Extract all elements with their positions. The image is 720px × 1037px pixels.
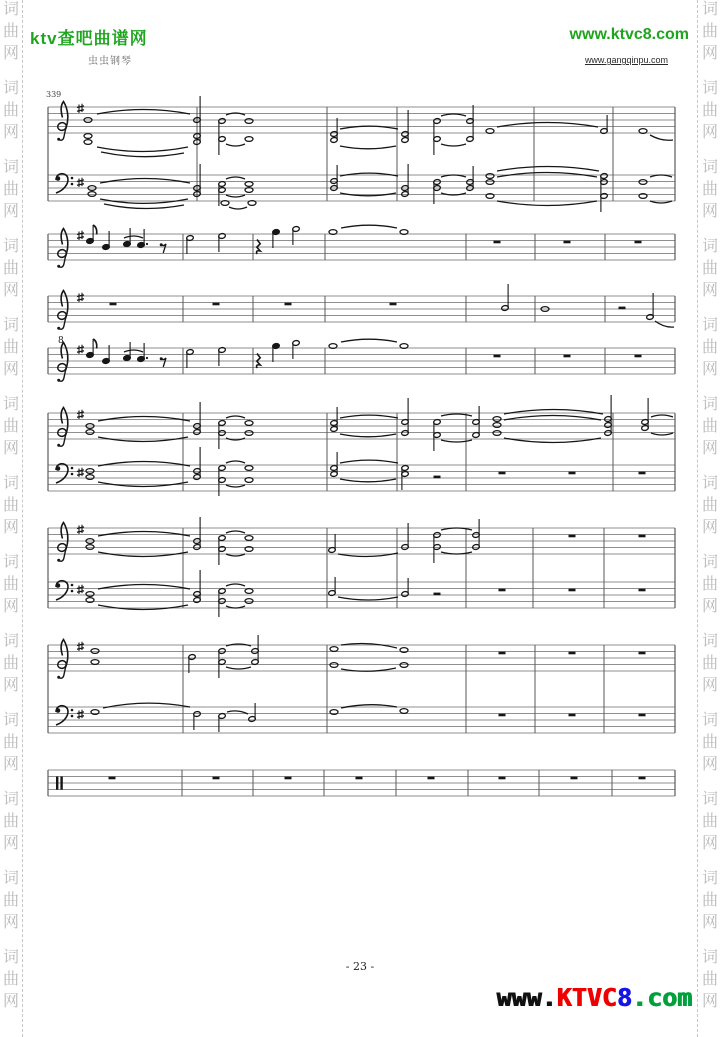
watermark-char: 词 [702, 236, 719, 255]
watermark-char: 网 [3, 438, 20, 457]
logo-segment: www. [496, 983, 557, 1012]
watermark-char: 网 [702, 596, 719, 615]
watermark-char: 曲 [702, 574, 719, 593]
watermark-char: 网 [702, 201, 719, 220]
watermark-char: 词 [702, 315, 719, 334]
watermark-char: 网 [3, 43, 20, 62]
watermark-char: 网 [3, 517, 20, 536]
watermark-char: 词 [3, 236, 20, 255]
page-number: - 23 - [345, 960, 375, 973]
watermark-char: 词 [3, 394, 20, 413]
watermark-char: 曲 [702, 21, 719, 40]
watermark-char: 曲 [3, 416, 20, 435]
watermark-char: 曲 [702, 495, 719, 514]
site-name-link[interactable]: ktv查吧曲谱网 [30, 29, 148, 48]
watermark-char: 网 [702, 280, 719, 299]
watermark-char: 曲 [3, 100, 20, 119]
watermark-char: 词 [3, 947, 20, 966]
watermark-char: 曲 [3, 337, 20, 356]
subtitle-right-link[interactable]: www.gangqinpu.com [584, 55, 668, 65]
footer-logo-link[interactable] [496, 983, 692, 1012]
watermark-char: 网 [702, 675, 719, 694]
subtitle-left-link[interactable]: 虫虫钢琴 [88, 56, 132, 67]
watermark-char: 曲 [702, 969, 719, 988]
watermark-char: 曲 [3, 21, 20, 40]
watermark-char: 曲 [3, 495, 20, 514]
watermark-char: 曲 [3, 969, 20, 988]
watermark-char: 网 [702, 359, 719, 378]
watermark-char: 网 [3, 912, 20, 931]
watermark-char: 曲 [3, 811, 20, 830]
watermark-char: 网 [3, 201, 20, 220]
measure-number: 339 [46, 90, 62, 99]
watermark-char: 网 [702, 833, 719, 852]
watermark-char: 词 [3, 473, 20, 492]
watermark-char: 词 [3, 0, 20, 18]
watermark-char: 网 [3, 675, 20, 694]
watermark-char: 网 [3, 359, 20, 378]
watermark-char: 词 [702, 78, 719, 97]
watermark-char: 网 [702, 991, 719, 1010]
watermark-char: 词 [702, 0, 719, 18]
watermark-char: 网 [3, 991, 20, 1010]
watermark-char: 曲 [702, 811, 719, 830]
logo-segment: .com [631, 983, 692, 1012]
watermark-char: 词 [3, 789, 20, 808]
watermark-char: 词 [3, 157, 20, 176]
watermark-char: 曲 [702, 179, 719, 198]
watermark-char: 词 [702, 868, 719, 887]
watermark-char: 词 [3, 868, 20, 887]
watermark-char: 词 [702, 789, 719, 808]
watermark-char: 曲 [702, 416, 719, 435]
watermark-char: 词 [702, 394, 719, 413]
watermark-char: 网 [702, 43, 719, 62]
watermark-char: 网 [702, 517, 719, 536]
watermark-char: 网 [702, 754, 719, 773]
watermark-char: 曲 [3, 890, 20, 909]
watermark-char: 词 [702, 947, 719, 966]
watermark-char: 网 [702, 438, 719, 457]
watermark-char: 曲 [702, 100, 719, 119]
watermark-char: 曲 [3, 574, 20, 593]
logo-segment: 8 [616, 983, 632, 1012]
watermark-char: 网 [3, 122, 20, 141]
watermark-char: 网 [3, 596, 20, 615]
watermark-char: 曲 [3, 179, 20, 198]
watermark-char: 曲 [702, 337, 719, 356]
watermark-char: 曲 [3, 258, 20, 277]
svg-text:8: 8 [58, 336, 64, 346]
watermark-char: 词 [3, 78, 20, 97]
watermark-char: 词 [702, 631, 719, 650]
watermark-char: 网 [702, 912, 719, 931]
site-url-link[interactable]: www.ktvc8.com [569, 26, 689, 43]
watermark-char: 词 [3, 631, 20, 650]
watermark-char: 曲 [3, 653, 20, 672]
watermark-char: 曲 [3, 732, 20, 751]
watermark-char: 词 [3, 710, 20, 729]
watermark-char: 网 [702, 122, 719, 141]
watermark-char: 词 [3, 552, 20, 571]
watermark-char: 曲 [702, 653, 719, 672]
watermark-char: 曲 [702, 258, 719, 277]
watermark-char: 网 [3, 754, 20, 773]
logo-segment: KTVC [556, 983, 617, 1012]
watermark-char: 词 [702, 710, 719, 729]
watermark-char: 词 [702, 552, 719, 571]
watermark-char: 网 [3, 280, 20, 299]
watermark-char: 词 [702, 157, 719, 176]
watermark-char: 网 [3, 833, 20, 852]
watermark-char: 曲 [702, 890, 719, 909]
watermark-char: 曲 [702, 732, 719, 751]
watermark-char: 词 [702, 473, 719, 492]
watermark-char: 词 [3, 315, 20, 334]
